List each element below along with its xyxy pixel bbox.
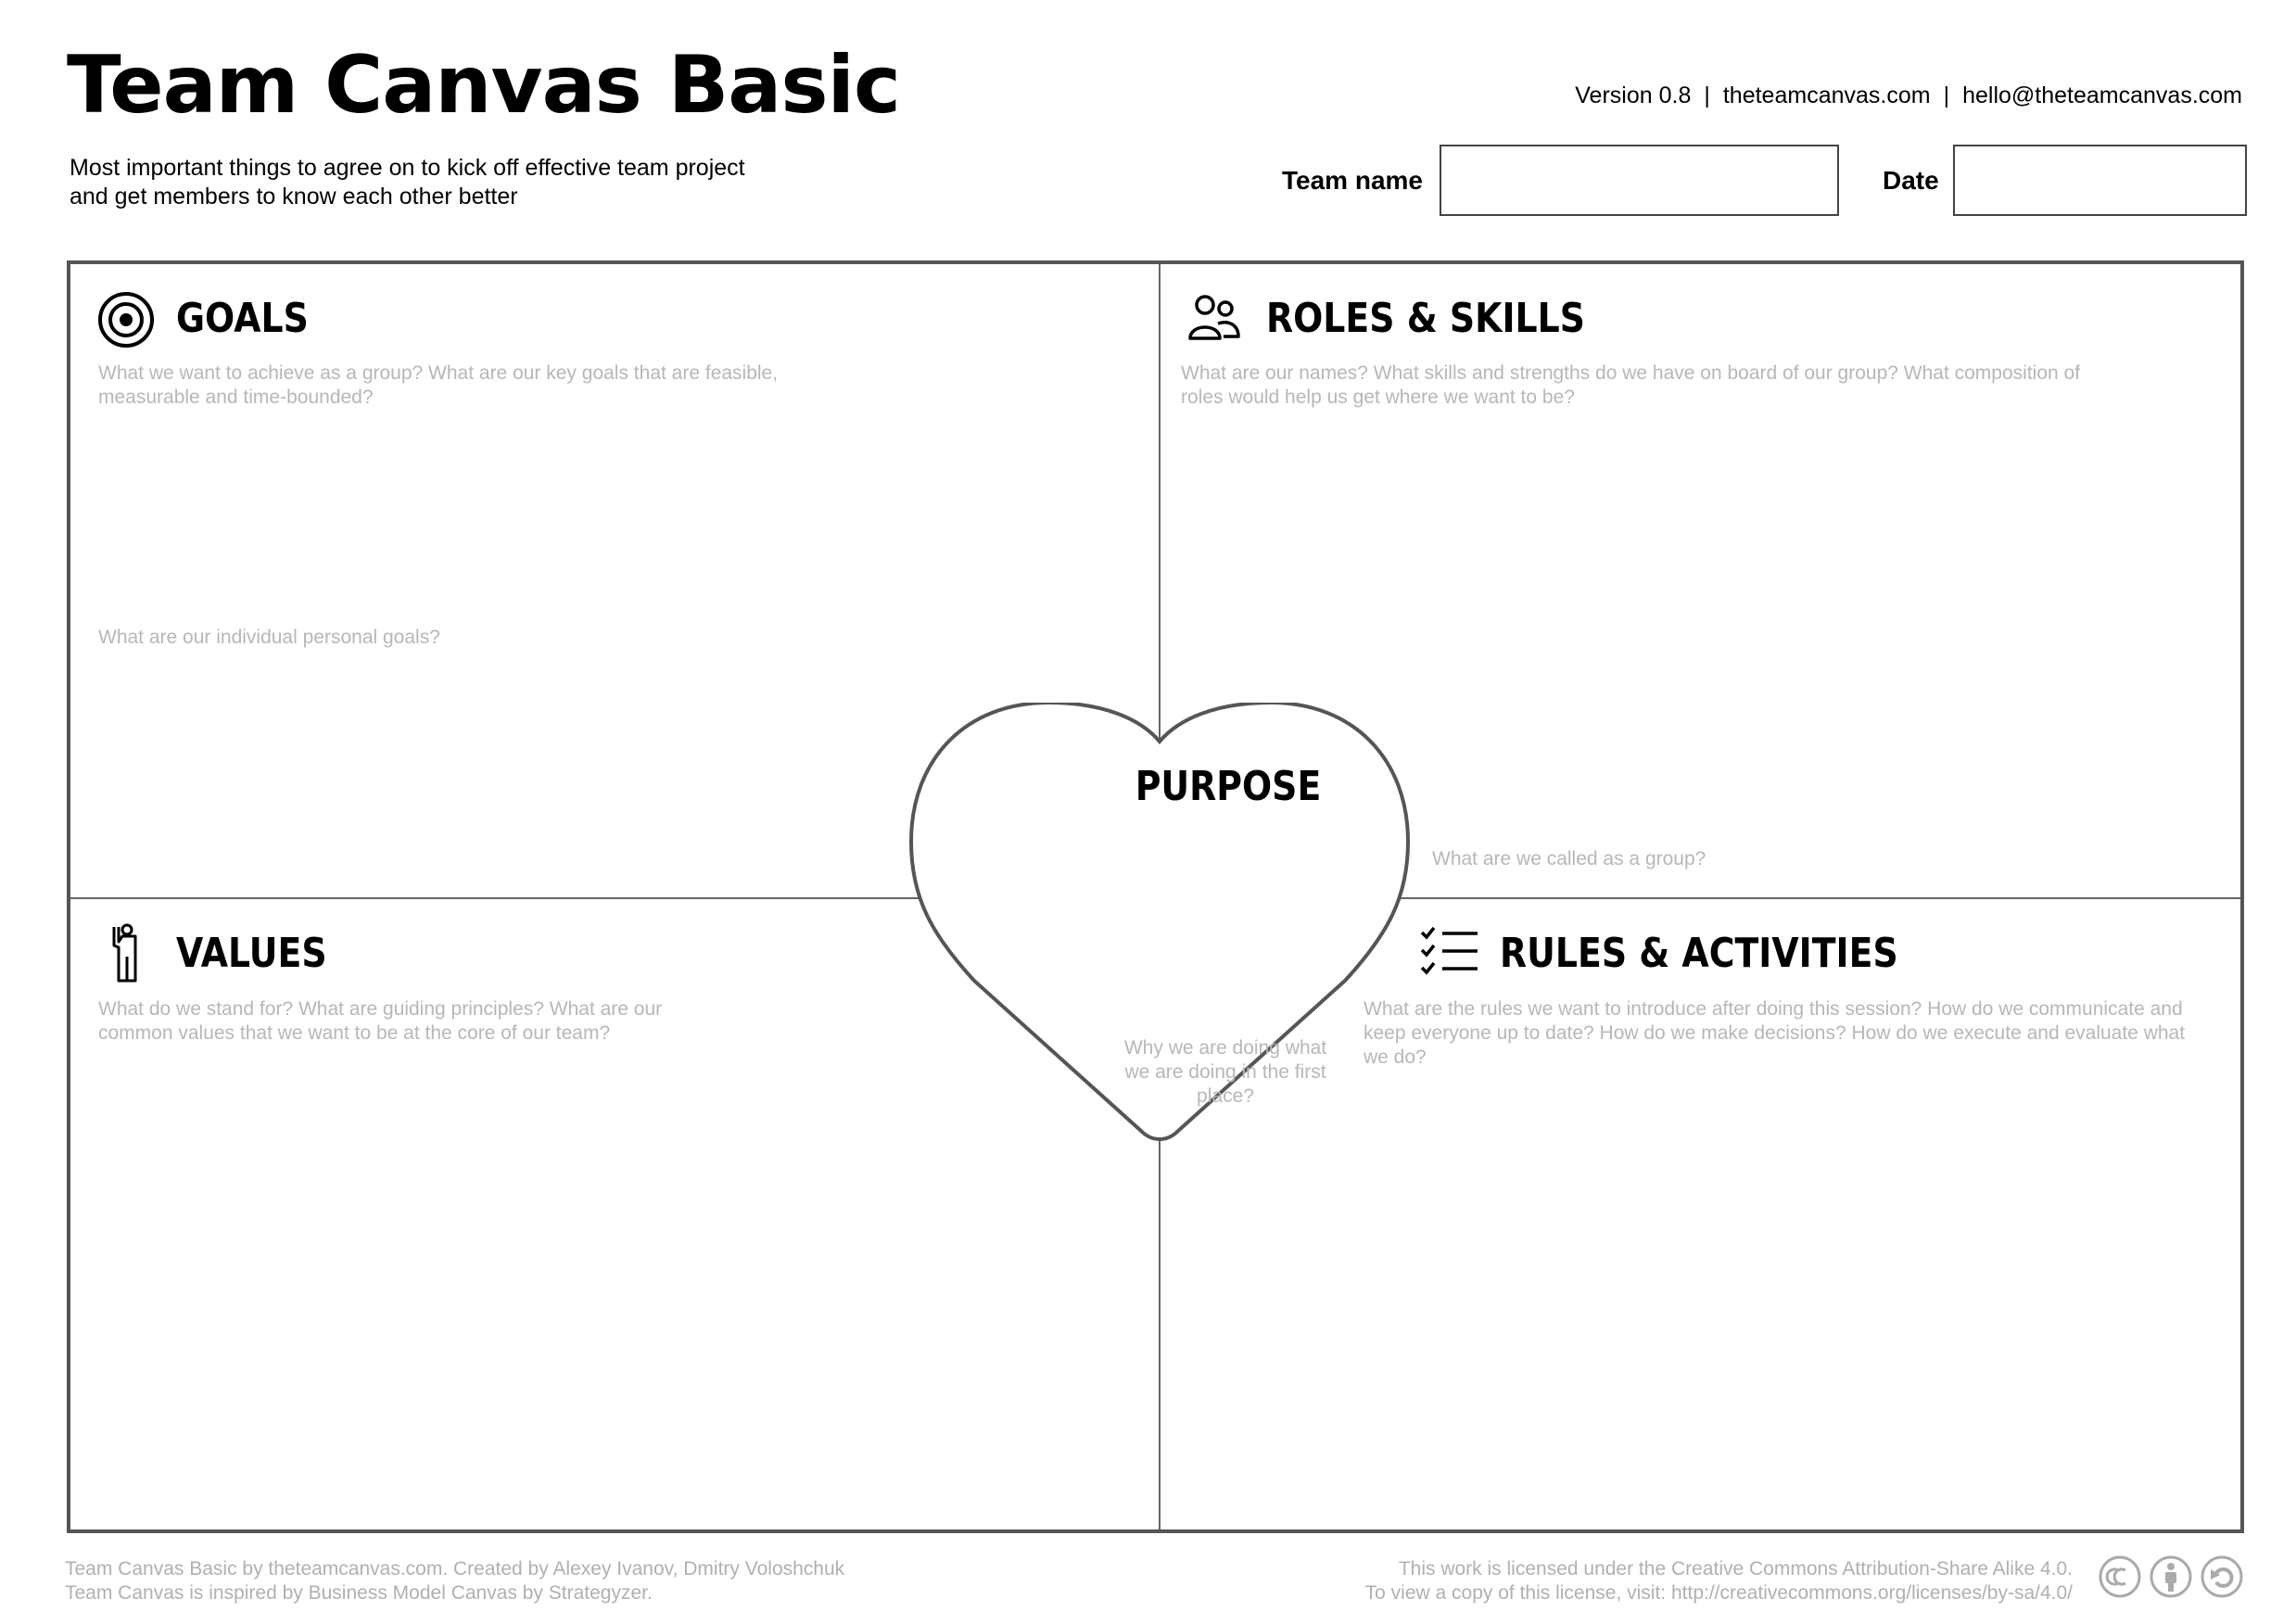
- goals-hint: What we want to achieve as a group? What are our key goals that are feasible, measurable and time-bounded?: [98, 362, 779, 408]
- website-link[interactable]: theteamcanvas.com: [1722, 82, 1931, 108]
- subtitle-line-2: and get members to know each other better: [70, 184, 518, 209]
- meta-info: [1575, 81, 2242, 110]
- purpose-hint: Why we are doing what we are doing in the first place?: [1123, 1037, 1327, 1107]
- cc-icon: [2100, 1557, 2139, 1596]
- version-label: Version 0.8: [1575, 82, 1692, 108]
- team-name-label: Team name: [1282, 166, 1423, 195]
- share-alike-icon: [2202, 1557, 2241, 1596]
- license-line-1: This work is licensed under the Creative Commons Attribution-Share Alike 4.0.: [1398, 1558, 2073, 1580]
- separator: |: [1704, 82, 1710, 108]
- people-icon: [1186, 290, 1242, 346]
- attribution-icon: [2151, 1557, 2190, 1596]
- page-subtitle: [70, 154, 904, 211]
- email-link[interactable]: hello@theteamcanvas.com: [1962, 82, 2242, 108]
- personal-goals-hint: What are our individual personal goals?: [98, 627, 440, 648]
- rules-activities-title: RULES & ACTIVITIES: [1500, 930, 1898, 977]
- license-line-2[interactable]: To view a copy of this license, visit: http://creativecommons.org/licenses/by-sa/4.0/: [1364, 1582, 2073, 1604]
- values-hint: What do we stand for? What are guiding principles? What are our common values that we want to be at the core of our team?: [98, 998, 663, 1044]
- checklist-icon: [1420, 925, 1479, 977]
- footer-credits: [65, 1557, 844, 1605]
- roles-skills-title: ROLES & SKILLS: [1266, 295, 1585, 342]
- license-icons: [2098, 1554, 2244, 1604]
- footer-license: [1365, 1557, 2073, 1605]
- separator: |: [1943, 82, 1950, 108]
- goals-title: GOALS: [176, 295, 309, 342]
- team-canvas-board: [67, 260, 2244, 1533]
- date-label: Date: [1883, 166, 1939, 195]
- subtitle-line-1: Most important things to agree on to kick off effective team project: [70, 155, 745, 181]
- team-name-field[interactable]: [1440, 145, 1839, 216]
- group-name-hint: What are we called as a group?: [1432, 848, 1706, 869]
- purpose-title: PURPOSE: [1135, 763, 1322, 810]
- date-field[interactable]: [1953, 145, 2247, 216]
- roles-skills-hint: What are our names? What skills and strengths do we have on board of our group? What composition of roles would help us get where we want to be?: [1181, 362, 2081, 408]
- credit-line-1: Team Canvas Basic by theteamcanvas.com. Created by Alexey Ivanov, Dmitry Voloshchuk: [65, 1558, 845, 1580]
- page-title: Team Canvas Basic: [67, 39, 900, 132]
- person-raising-hand-icon: [108, 923, 145, 984]
- target-icon: [96, 290, 156, 349]
- credit-line-2: Team Canvas is inspired by Business Model Canvas by Strategyzer.: [65, 1582, 653, 1604]
- rules-activities-hint: What are the rules we want to introduce after doing this session? How do we communicate and keep everyone up to date? How do we make decisions? How do we execute and evaluate what we do?: [1364, 998, 2186, 1068]
- values-title: VALUES: [176, 930, 327, 977]
